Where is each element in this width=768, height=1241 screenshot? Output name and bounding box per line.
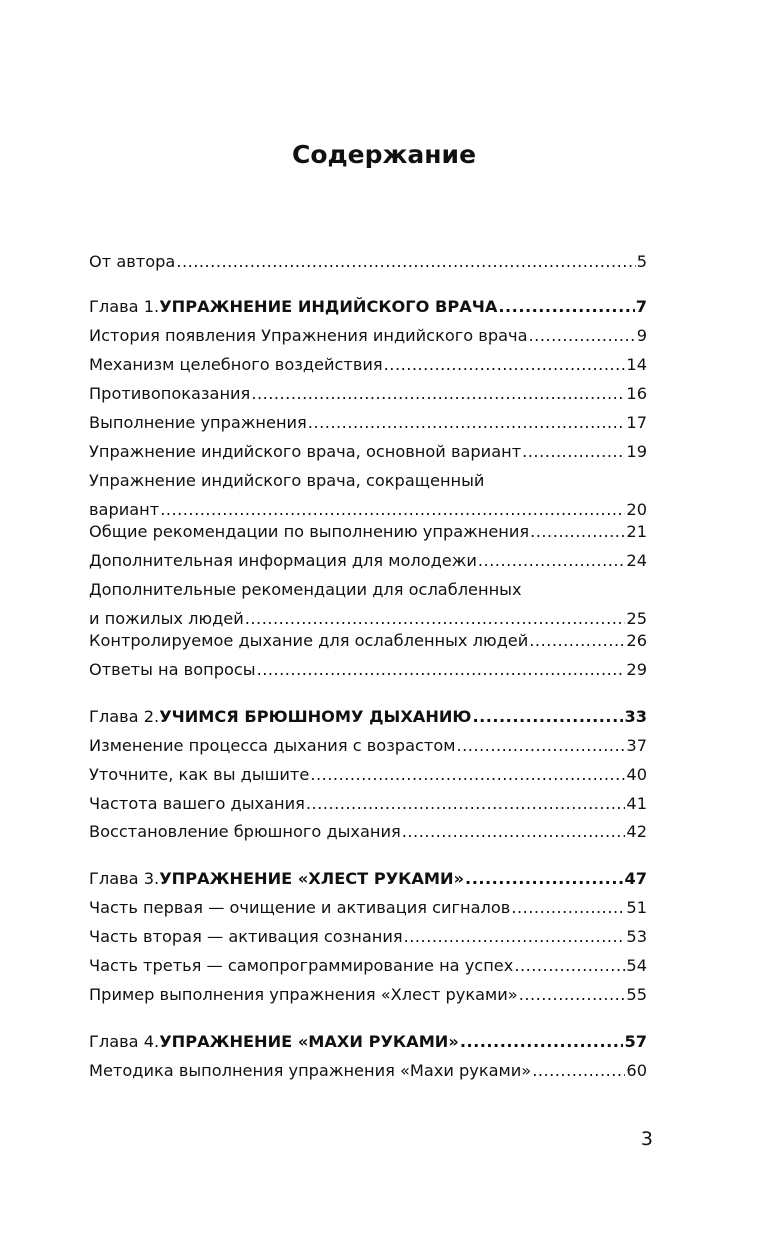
dot-leader (529, 627, 625, 656)
toc-page-number: 60 (626, 1061, 647, 1080)
toc-page-number: 16 (626, 384, 647, 403)
toc-entry-title: Часть вторая — активация сознания (89, 927, 403, 946)
toc-entry-title: Общие рекомендации по выполнению упражнения (89, 522, 530, 541)
toc-entry (89, 380, 647, 409)
toc-entry (89, 732, 647, 761)
dot-leader (530, 518, 625, 547)
toc-page-number: 19 (626, 442, 647, 461)
toc-entry-title: Противопоказания (89, 384, 251, 403)
toc-page-number: 5 (636, 252, 647, 271)
toc-entry-title: Изменение процесса дыхания с возрастом (89, 736, 456, 755)
toc-entry (89, 656, 647, 685)
toc-chapter-4 (89, 1028, 647, 1057)
toc-entry (89, 438, 647, 467)
toc-entry-title: От автора (89, 252, 176, 271)
dot-leader (519, 981, 626, 1010)
toc-page-number: 7 (635, 297, 647, 316)
dot-leader (308, 409, 626, 438)
toc-page-number: 33 (624, 707, 647, 726)
toc-entry (89, 518, 647, 547)
dot-leader (310, 761, 625, 790)
toc-entry-two-line (89, 467, 647, 524)
toc-chapter-2 (89, 703, 647, 732)
dot-leader (456, 732, 625, 761)
toc-page-number: 57 (624, 1032, 647, 1051)
toc-page-number: 42 (626, 822, 647, 841)
toc-entry-title-line1: Дополнительные рекомендации для ослабленных (89, 580, 522, 599)
toc-entry (89, 790, 647, 819)
toc-entry-title: Механизм целебного воздействия (89, 355, 383, 374)
toc-entry-title: Часть первая — очищение и активация сигналов (89, 898, 511, 917)
dot-leader (472, 703, 623, 732)
toc-entry-title: Контролируемое дыхание для ослабленных людей (89, 631, 529, 650)
toc-entry-title: Упражнение индийского врача, основной вариант (89, 442, 522, 461)
toc-entry (89, 952, 647, 981)
toc-entry-title: Часть третья — самопрограммирование на успех (89, 956, 514, 975)
dot-leader (402, 818, 626, 847)
chapter-label: Глава 3. (89, 869, 160, 888)
dot-leader (465, 865, 623, 894)
toc-entry-title: Частота вашего дыхания (89, 794, 305, 813)
dot-leader (306, 790, 626, 819)
dot-leader (404, 923, 626, 952)
toc-entry-two-line (89, 576, 647, 633)
toc-page-number: 17 (626, 413, 647, 432)
toc-page-number: 51 (626, 898, 647, 917)
toc-entry (89, 409, 647, 438)
toc-chapter-3 (89, 865, 647, 894)
toc-entry-title: История появления Упражнения индийского врача (89, 326, 528, 345)
toc-entry (89, 351, 647, 380)
dot-leader (522, 438, 625, 467)
dot-leader (498, 293, 634, 322)
dot-leader (478, 547, 626, 576)
dot-leader (529, 322, 636, 351)
toc-entry-title: Выполнение упражнения (89, 413, 307, 432)
toc-page-number: 53 (626, 927, 647, 946)
toc-page-number: 47 (624, 869, 647, 888)
toc-entry-title: Пример выполнения упражнения «Хлест руками» (89, 985, 518, 1004)
toc-entry-title-line1: Упражнение индийского врача, сокращенный (89, 471, 485, 490)
dot-leader (514, 952, 625, 981)
dot-leader (384, 351, 626, 380)
dot-leader (460, 1028, 624, 1057)
toc-page-number: 37 (626, 736, 647, 755)
page-number: 3 (640, 1128, 653, 1150)
toc-page-number: 26 (626, 631, 647, 650)
toc-entry (89, 894, 647, 923)
toc-entry-title: Уточните, как вы дышите (89, 765, 310, 784)
toc-page-number: 54 (626, 956, 647, 975)
toc-page-number: 25 (626, 608, 647, 628)
toc-entry-title: и пожилых людей (89, 608, 244, 628)
dot-leader (511, 894, 625, 923)
toc-entry (89, 981, 647, 1010)
toc-page-number: 40 (626, 765, 647, 784)
toc-entry-title: Ответы на вопросы (89, 660, 256, 679)
toc-entry (89, 761, 647, 790)
dot-leader (251, 380, 625, 409)
chapter-title: УПРАЖНЕНИЕ «ХЛЕСТ РУКАМИ» (159, 869, 465, 888)
toc-page-number: 21 (626, 522, 647, 541)
page-title: Содержание (291, 140, 477, 169)
toc-page-number: 41 (626, 794, 647, 813)
chapter-title: УЧИМСЯ БРЮШНОМУ ДЫХАНИЮ (159, 707, 472, 726)
toc-entry (89, 322, 647, 351)
toc-entry-title: Методика выполнения упражнения «Махи руками» (89, 1061, 532, 1080)
toc-entry-title: Дополнительная информация для молодежи (89, 551, 477, 570)
dot-leader (176, 248, 635, 277)
toc-entry (89, 1057, 647, 1086)
dot-leader (257, 656, 626, 685)
toc-entry-title: Восстановление брюшного дыхания (89, 822, 401, 841)
toc-entry-title: вариант (89, 499, 160, 519)
chapter-label: Глава 4. (89, 1032, 160, 1051)
toc-page-number: 9 (636, 326, 647, 345)
chapter-label: Глава 2. (89, 707, 160, 726)
toc-chapter-1 (89, 293, 647, 322)
toc-page-number: 14 (626, 355, 647, 374)
toc-entry (89, 627, 647, 656)
toc-page-number: 29 (626, 660, 647, 679)
chapter-label: Глава 1. (89, 297, 160, 316)
toc-page-number: 20 (626, 499, 647, 519)
toc-page-number: 55 (626, 985, 647, 1004)
dot-leader (532, 1057, 625, 1086)
toc-page-number: 24 (626, 551, 647, 570)
toc-entry-foreword (89, 248, 647, 277)
chapter-title: УПРАЖНЕНИЕ «МАХИ РУКАМИ» (159, 1032, 459, 1051)
toc-entry (89, 923, 647, 952)
toc-entry (89, 547, 647, 576)
toc-entry (89, 818, 647, 847)
chapter-title: УПРАЖНЕНИЕ ИНДИЙСКОГО ВРАЧА (159, 297, 498, 316)
